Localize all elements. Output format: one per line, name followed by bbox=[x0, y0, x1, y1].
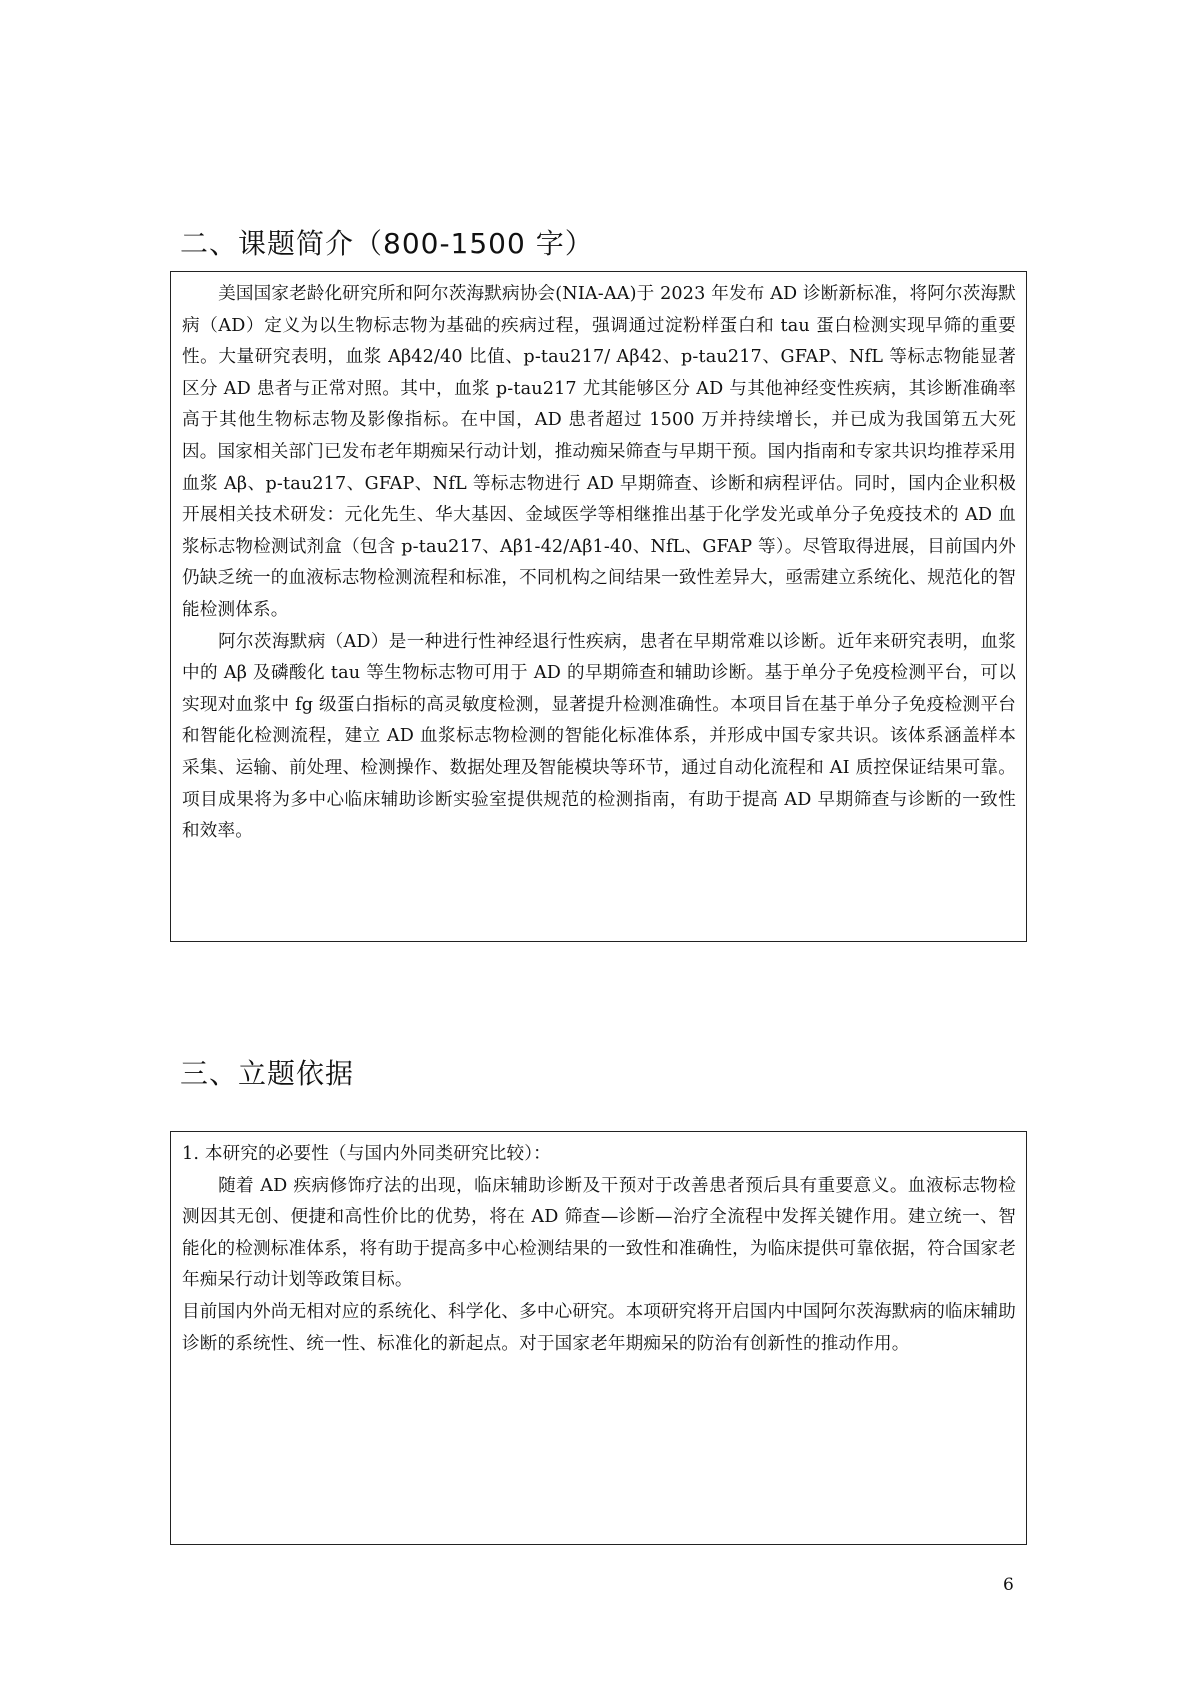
summary-paragraph-2: 阿尔茨海默病（AD）是一种进行性神经退行性疾病，患者在早期常难以诊断。近年来研究表明，血浆中的 Aβ 及磷酸化 tau 等生物标志物可用于 AD 的早期筛查和辅助诊断。基于单分子免疫检测平台，可以实现对血浆中 fg 级蛋白指标的高灵敏度检测，显著提升检测准确性。本项目旨在基于单分子免疫检测平台和智能化检测流程，建立 AD 血浆标志物检测的智能化标准体系，并形成中国专家共识。该体系涵盖样本采集、运输、前处理、检测操作、数据处理及智能模块等环节，通过自动化流程和 AI 质控保证结果可靠。项目成果将为多中心临床辅助诊断实验室提供规范的检测指南，有助于提高 AD 早期筛查与诊断的一致性和效率。 bbox=[182, 631, 1016, 842]
section-heading-project-summary: 二、课题简介（800-1500 字） bbox=[180, 227, 594, 260]
rationale-box bbox=[170, 1131, 1027, 1545]
summary-paragraph-1: 美国国家老龄化研究所和阿尔茨海默病协会(NIA-AA)于 2023 年发布 AD 诊断新标准，将阿尔茨海默病（AD）定义为以生物标志物为基础的疾病过程，强调通过淀粉样蛋白和 tau 蛋白检测实现早筛的重要性。大量研究表明，血浆 Aβ42/40 比值、p-tau217/ Aβ42、p-tau217、GFAP、NfL 等标志物能显著区分 AD 患者与正常对照。其中，血浆 p-tau217 尤其能够区分 AD 与其他神经变性疾病，其诊断准确率高于其他生物标志物及影像指标。在中国，AD 患者超过 1500 万并持续增长，并已成为我国第五大死因。国家相关部门已发布老年期痴呆行动计划，推动痴呆筛查与早期干预。国内指南和专家共识均推荐采用血浆 Aβ、p-tau217、GFAP、NfL 等标志物进行 AD 早期筛查、诊断和病程评估。同时，国内企业积极开展相关技术研发：元化先生、华大基因、金域医学等相继推出基于化学发光或单分子免疫技术的 AD 血浆标志物检测试剂盒（包含 p-tau217、Aβ1-42/Aβ1-40、NfL、GFAP 等）。尽管取得进展，目前国内外仍缺乏统一的血液标志物检测流程和标准，不同机构之间结果一致性差异大，亟需建立系统化、规范化的智能检测体系。 bbox=[182, 284, 1016, 620]
rationale-paragraph-2: 目前国内外尚无相对应的系统化、科学化、多中心研究。本项研究将开启国内中国阿尔茨海默病的临床辅助诊断的系统性、统一性、标准化的新起点。对于国家老年期痴呆的防治有创新性的推动作用。 bbox=[182, 1301, 1016, 1354]
page-number: 6 bbox=[1003, 1575, 1014, 1595]
rationale-item-title: 1. 本研究的必要性（与国内外同类研究比较）： bbox=[182, 1144, 551, 1164]
section-heading-rationale: 三、立题依据 bbox=[180, 1057, 355, 1090]
project-summary-box bbox=[170, 271, 1027, 942]
rationale-paragraph-1: 随着 AD 疾病修饰疗法的出现，临床辅助诊断及干预对于改善患者预后具有重要意义。血液标志物检测因其无创、便捷和高性价比的优势，将在 AD 筛查—诊断—治疗全流程中发挥关键作用。建立统一、智能化的检测标准体系，将有助于提高多中心检测结果的一致性和准确性，为临床提供可靠依据，符合国家老年痴呆行动计划等政策目标。 bbox=[182, 1175, 1016, 1291]
